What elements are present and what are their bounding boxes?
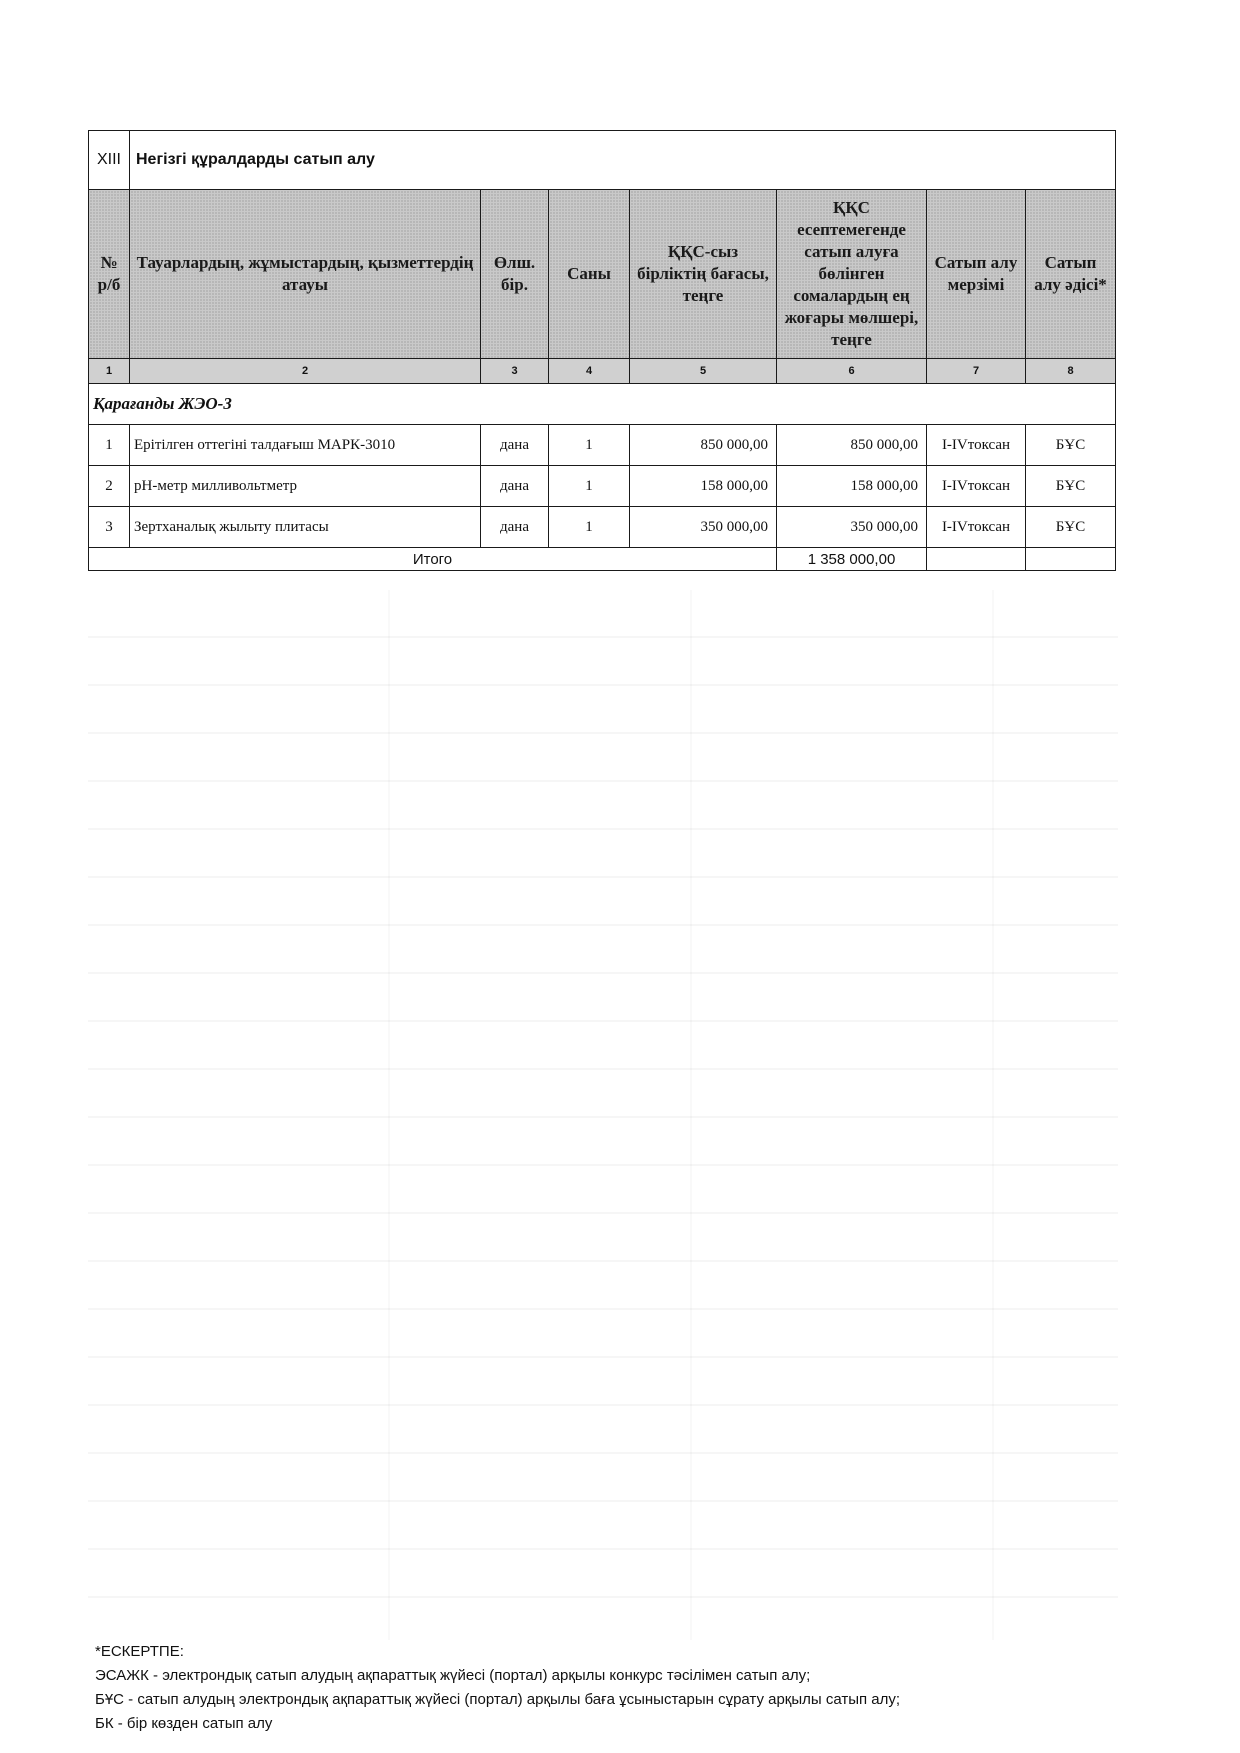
header-num: № р/б [89, 190, 130, 359]
column-number: 6 [777, 359, 927, 384]
faint-background-table [88, 590, 1118, 1640]
item-qty: 1 [549, 507, 630, 548]
column-number: 5 [630, 359, 777, 384]
note-line: ЭСАЖК - электрондық сатып алудың ақпараттық жүйесі (портал) арқылы конкурс тәсілімен сатып алу; [95, 1667, 811, 1684]
column-number: 7 [927, 359, 1026, 384]
item-price: 158 000,00 [630, 466, 777, 507]
item-name: Зертханалық жылыту плитасы [130, 507, 481, 548]
item-name: pH-метр милливольтметр [130, 466, 481, 507]
section-title: Негізгі құралдарды сатып алу [130, 131, 1116, 190]
column-number: 3 [481, 359, 549, 384]
item-name: Ерітілген оттегіні талдағыш МАРК-3010 [130, 425, 481, 466]
item-qty: 1 [549, 466, 630, 507]
column-number-row [89, 359, 1116, 384]
item-method: БҰС [1026, 466, 1116, 507]
item-method: БҰС [1026, 425, 1116, 466]
item-price: 350 000,00 [630, 507, 777, 548]
item-qty: 1 [549, 425, 630, 466]
table-row [89, 425, 1116, 466]
total-value: 1 358 000,00 [777, 548, 927, 571]
table-row [89, 507, 1116, 548]
total-empty-cell [927, 548, 1026, 571]
header-period: Сатып алу мерзімі [927, 190, 1026, 359]
item-method: БҰС [1026, 507, 1116, 548]
item-period: I-IVтоксан [927, 507, 1026, 548]
header-price: ҚҚС-сыз бірліктің бағасы, теңге [630, 190, 777, 359]
total-label: Итого [89, 548, 777, 571]
item-unit: дана [481, 466, 549, 507]
item-num: 3 [89, 507, 130, 548]
group-row [89, 384, 1116, 425]
item-num: 2 [89, 466, 130, 507]
item-amount: 850 000,00 [777, 425, 927, 466]
item-period: I-IVтоксан [927, 425, 1026, 466]
total-row [89, 548, 1116, 571]
section-number: XIII [89, 131, 130, 190]
item-unit: дана [481, 507, 549, 548]
item-num: 1 [89, 425, 130, 466]
column-number: 2 [130, 359, 481, 384]
header-amount: ҚҚС есептемегенде сатып алуға бөлінген сомалардың ең жоғары мөлшері, теңге [777, 190, 927, 359]
total-empty-cell [1026, 548, 1116, 571]
notes-title: *ЕСКЕРТПЕ: [95, 1643, 184, 1660]
header-name: Тауарлардың, жұмыстардың, қызметтердің атауы [130, 190, 481, 359]
note-line: БК - бір көзден сатып алу [95, 1715, 273, 1732]
item-period: I-IVтоксан [927, 466, 1026, 507]
item-amount: 158 000,00 [777, 466, 927, 507]
item-unit: дана [481, 425, 549, 466]
group-title: Қарағанды ЖЭО-3 [89, 384, 1116, 425]
table-row [89, 466, 1116, 507]
header-method: Сатып алу әдісі* [1026, 190, 1116, 359]
column-header-row [89, 190, 1116, 359]
column-number: 1 [89, 359, 130, 384]
column-number: 8 [1026, 359, 1116, 384]
note-line: БҰС - сатып алудың электрондық ақпараттық жүйесі (портал) арқылы баға ұсыныстарын сұрату арқылы сатып алу; [95, 1691, 901, 1708]
item-amount: 350 000,00 [777, 507, 927, 548]
footnotes [95, 1640, 1155, 1736]
procurement-table [88, 130, 1116, 571]
header-qty: Саны [549, 190, 630, 359]
column-number: 4 [549, 359, 630, 384]
header-unit: Өлш. бір. [481, 190, 549, 359]
section-header-row [89, 131, 1116, 190]
item-price: 850 000,00 [630, 425, 777, 466]
